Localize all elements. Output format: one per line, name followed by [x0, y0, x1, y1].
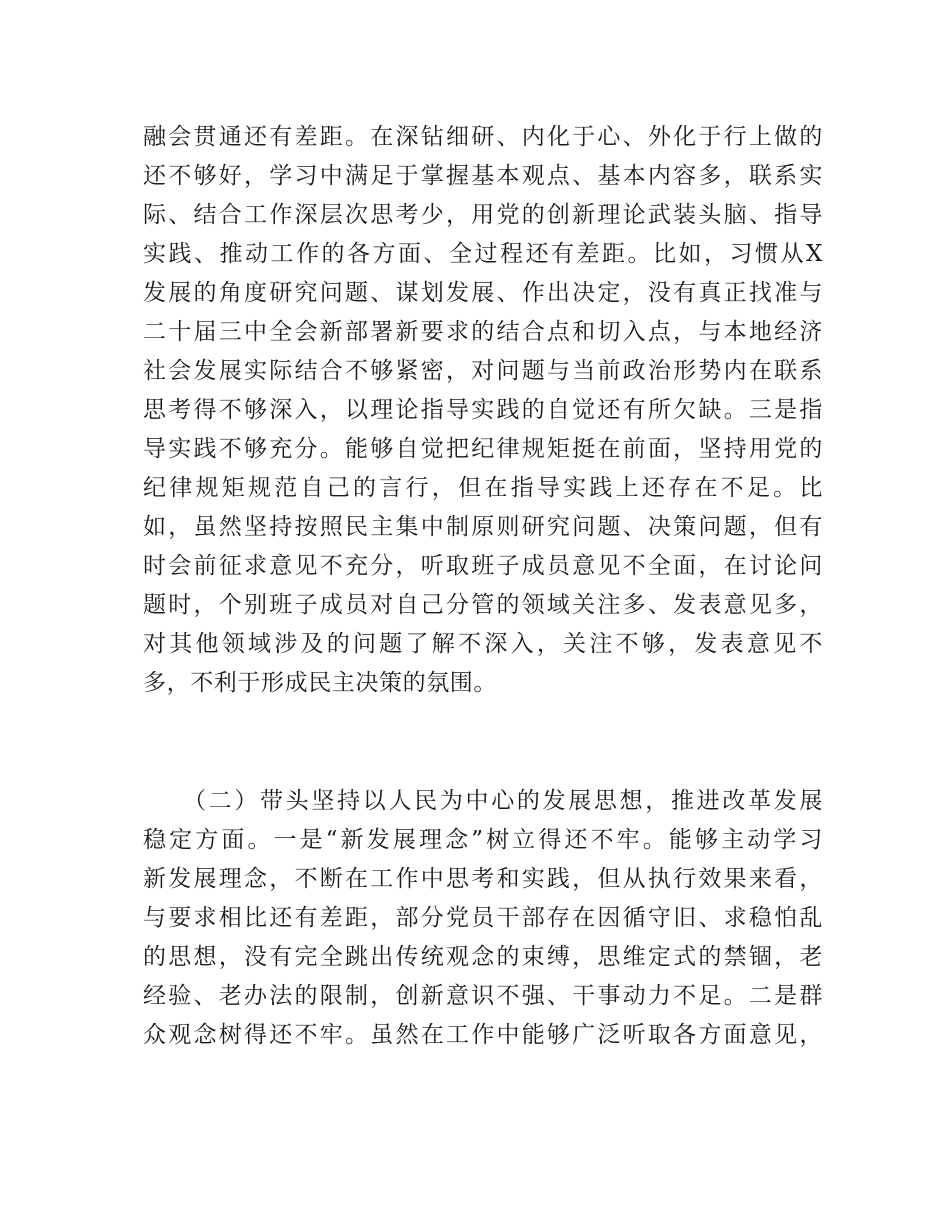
- text-line: 实践、推动工作的各方面、全过程还有差距。比如，习惯从X: [143, 241, 823, 267]
- text-line: 导实践不够充分。能够自觉把纪律规矩挺在前面，坚持用党的: [143, 436, 823, 462]
- text-line: 题时，个别班子成员对自己分管的领域关注多、发表意见多，: [143, 592, 823, 618]
- text-line: 融会贯通还有差距。在深钻细研、内化于心、外化于行上做的: [143, 124, 823, 150]
- text-line: 如，虽然坚持按照民主集中制原则研究问题、决策问题，但有: [143, 514, 823, 540]
- paragraph-2: [143, 782, 823, 1055]
- paragraph-1: [143, 118, 823, 703]
- text-line: 的思想，没有完全跳出传统观念的束缚，思维定式的禁锢，老: [143, 944, 823, 970]
- text-line: 二十届三中全会新部署新要求的结合点和切入点，与本地经济: [143, 319, 823, 345]
- text-line: 对其他领域涉及的问题了解不深入，关注不够，发表意见不: [143, 631, 823, 657]
- text-line: 思考得不够深入，以理论指导实践的自觉还有所欠缺。三是指: [143, 397, 823, 423]
- text-line: 发展的角度研究问题、谋划发展、作出决定，没有真正找准与: [143, 280, 823, 306]
- text-line: 经验、老办法的限制，创新意识不强、干事动力不足。二是群: [143, 983, 823, 1009]
- text-line: 社会发展实际结合不够紧密，对问题与当前政治形势内在联系: [143, 358, 823, 384]
- text-line: 还不够好，学习中满足于掌握基本观点、基本内容多，联系实: [143, 163, 823, 189]
- text-line: 稳定方面。一是“新发展理念”树立得还不牢。能够主动学习: [143, 827, 823, 853]
- text-line: 新发展理念，不断在工作中思考和实践，但从执行效果来看，: [143, 866, 823, 892]
- text-line: （二）带头坚持以人民为中心的发展思想，推进改革发展: [183, 788, 823, 814]
- text-line: 众观念树得还不牢。虽然在工作中能够广泛听取各方面意见，: [143, 1022, 823, 1048]
- text-line: 时会前征求意见不充分，听取班子成员意见不全面，在讨论问: [143, 553, 823, 579]
- text-line: 多，不利于形成民主决策的氛围。: [143, 670, 497, 696]
- text-line: 与要求相比还有差距，部分党员干部存在因循守旧、求稳怕乱: [143, 905, 823, 931]
- text-line: 纪律规矩规范自己的言行，但在指导实践上还存在不足。比: [143, 475, 823, 501]
- text-line: 际、结合工作深层次思考少，用党的创新理论武装头脑、指导: [143, 202, 823, 228]
